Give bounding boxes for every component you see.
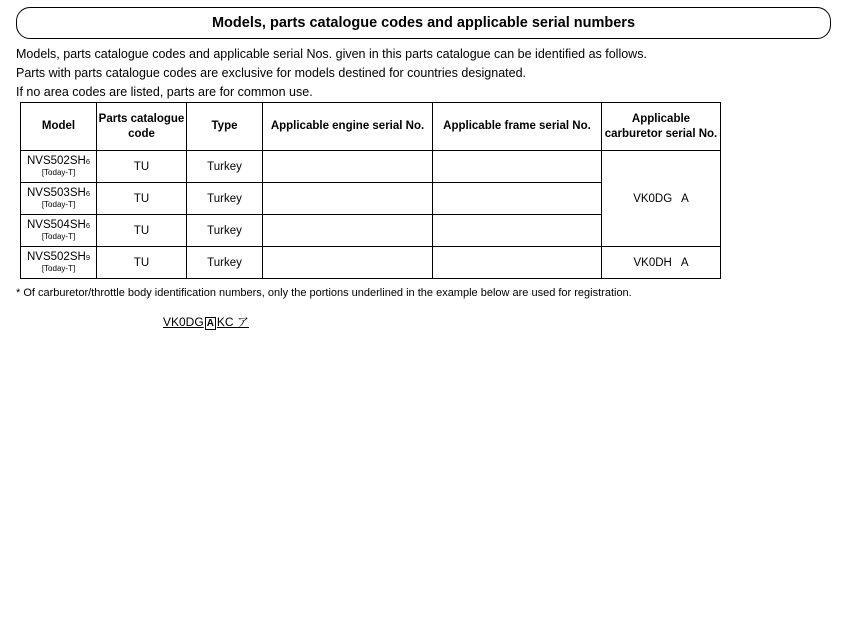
intro-line: Parts with parts catalogue codes are exclusive for models destined for countries designated. (16, 66, 526, 80)
engine-cell (263, 247, 433, 279)
intro-line: Models, parts catalogue codes and applicable serial Nos. given in this parts catalogue can be identified as follows. (16, 47, 647, 61)
serial-example (163, 313, 249, 330)
type-cell: Turkey (187, 151, 263, 183)
frame-cell (433, 215, 602, 247)
header-engine: Applicable engine serial No. (263, 103, 433, 151)
code-cell: TU (97, 247, 187, 279)
header-code: Parts catalogue code (97, 103, 187, 151)
model-cell (21, 215, 97, 247)
model-name: NVS503SH (27, 187, 86, 199)
table-row (21, 151, 721, 183)
model-suffix: 9 (85, 253, 90, 262)
example-underlined-part: VK0DG (163, 315, 204, 329)
page-title: Models, parts catalogue codes and applicable serial numbers (16, 7, 831, 39)
model-cell (21, 183, 97, 215)
frame-cell (433, 183, 602, 215)
model-cell (21, 247, 97, 279)
model-subname: [Today-T] (41, 200, 76, 209)
example-boxed-letter: A (206, 318, 214, 329)
engine-cell (263, 151, 433, 183)
header-frame: Applicable frame serial No. (433, 103, 602, 151)
model-subname: [Today-T] (41, 264, 76, 273)
carb-cell: VK0DG A (602, 151, 721, 247)
frame-cell (433, 151, 602, 183)
example-trailing-part: KC ア (216, 315, 249, 329)
type-cell: Turkey (187, 215, 263, 247)
table-header-row (21, 103, 721, 151)
header-model: Model (21, 103, 97, 151)
model-subname: [Today-T] (41, 168, 76, 177)
registration-note: * Of carburetor/throttle body identification numbers, only the portions underlined in the example below are used for registration. (16, 287, 632, 299)
header-type: Type (187, 103, 263, 151)
table-row (21, 247, 721, 279)
model-name: NVS502SH (27, 155, 86, 167)
engine-cell (263, 215, 433, 247)
model-suffix: 6 (85, 221, 90, 230)
model-cell (21, 151, 97, 183)
model-name: NVS504SH (27, 219, 86, 231)
type-cell: Turkey (187, 247, 263, 279)
serial-table (20, 102, 721, 279)
type-cell: Turkey (187, 183, 263, 215)
header-carb: Applicable carburetor serial No. (602, 103, 721, 151)
frame-cell (433, 247, 602, 279)
code-cell: TU (97, 151, 187, 183)
code-cell: TU (97, 215, 187, 247)
model-suffix: 6 (85, 189, 90, 198)
carb-cell: VK0DH A (602, 247, 721, 279)
intro-text (16, 45, 647, 102)
intro-line: If no area codes are listed, parts are for common use. (16, 85, 313, 99)
model-subname: [Today-T] (41, 232, 76, 241)
model-suffix: 6 (85, 157, 90, 166)
model-name: NVS502SH (27, 251, 86, 263)
engine-cell (263, 183, 433, 215)
code-cell: TU (97, 183, 187, 215)
